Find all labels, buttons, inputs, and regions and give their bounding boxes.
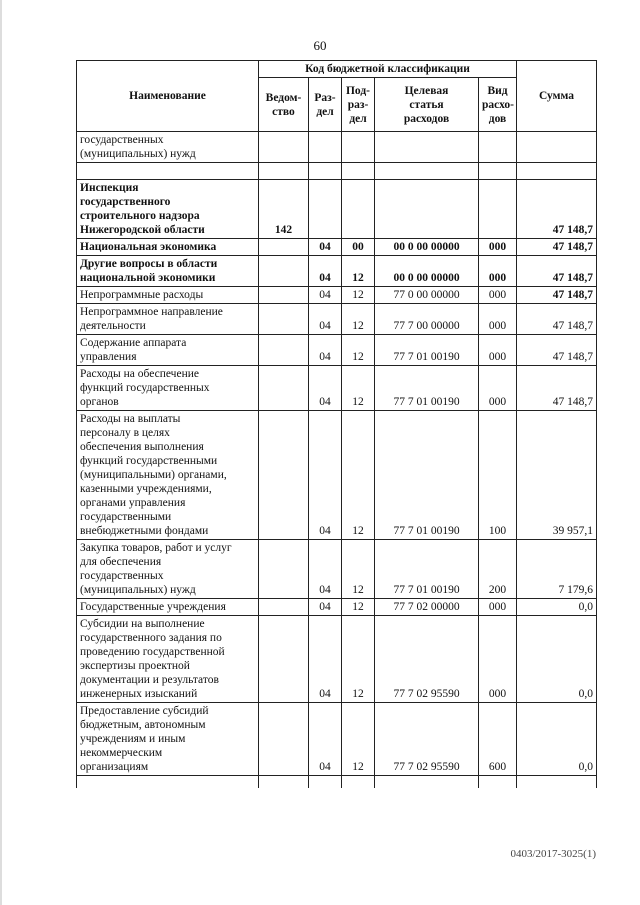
cell-podrazdel: 12	[342, 256, 375, 287]
empty-cell	[77, 776, 259, 789]
cell-razdel	[309, 132, 342, 163]
table-row	[77, 540, 597, 599]
cell-summa	[517, 132, 597, 163]
cell-summa: 47 148,7	[517, 366, 597, 411]
cell-razdel: 04	[309, 540, 342, 599]
cell-vid-rashodov: 000	[479, 256, 517, 287]
cell-vedomstvo	[259, 411, 309, 540]
cell-name: государственных (муниципальных) нужд	[77, 132, 259, 163]
cell-name: Предоставление субсидий бюджетным, автономным учреждениям и иным некоммерческим организациям	[77, 703, 259, 776]
cell-vid-rashodov: 000	[479, 599, 517, 616]
cell-vid-rashodov	[479, 132, 517, 163]
cell-name: Государственные учреждения	[77, 599, 259, 616]
table-row	[77, 366, 597, 411]
cell-name: Субсидии на выполнение государственного задания по проведению государственной экспертизы проектной документации и результатов инженерных изысканий	[77, 616, 259, 703]
cell-razdel: 04	[309, 256, 342, 287]
cell-celevaya-statya: 77 0 00 00000	[375, 287, 479, 304]
cell-razdel: 04	[309, 304, 342, 335]
cell-vid-rashodov	[479, 163, 517, 180]
cell-summa: 47 148,7	[517, 239, 597, 256]
cell-summa: 47 148,7	[517, 304, 597, 335]
cell-vedomstvo	[259, 287, 309, 304]
cell-vid-rashodov: 000	[479, 304, 517, 335]
cell-celevaya-statya: 77 7 01 00190	[375, 411, 479, 540]
table-row	[77, 180, 597, 239]
cell-vedomstvo: 142	[259, 180, 309, 239]
cell-podrazdel: 12	[342, 366, 375, 411]
cell-vid-rashodov: 000	[479, 616, 517, 703]
cell-vedomstvo	[259, 616, 309, 703]
cell-vedomstvo	[259, 163, 309, 180]
cell-podrazdel: 12	[342, 616, 375, 703]
empty-cell	[479, 776, 517, 789]
cell-summa: 47 148,7	[517, 335, 597, 366]
table-row	[77, 616, 597, 703]
cell-razdel	[309, 180, 342, 239]
table-row	[77, 256, 597, 287]
cell-summa: 0,0	[517, 599, 597, 616]
table-body	[77, 132, 597, 789]
table-row	[77, 132, 597, 163]
cell-vedomstvo	[259, 132, 309, 163]
table-row-stub	[77, 776, 597, 789]
cell-summa: 47 148,7	[517, 287, 597, 304]
cell-summa: 7 179,6	[517, 540, 597, 599]
cell-razdel: 04	[309, 616, 342, 703]
cell-name: Расходы на обеспечение функций государственных органов	[77, 366, 259, 411]
cell-celevaya-statya: 00 0 00 00000	[375, 239, 479, 256]
cell-celevaya-statya: 77 7 02 95590	[375, 703, 479, 776]
cell-podrazdel	[342, 132, 375, 163]
cell-podrazdel: 12	[342, 335, 375, 366]
cell-vedomstvo	[259, 599, 309, 616]
cell-celevaya-statya: 77 7 01 00190	[375, 366, 479, 411]
cell-celevaya-statya: 77 7 01 00190	[375, 335, 479, 366]
empty-cell	[259, 776, 309, 789]
cell-celevaya-statya: 77 7 02 00000	[375, 599, 479, 616]
cell-razdel	[309, 163, 342, 180]
cell-vid-rashodov: 100	[479, 411, 517, 540]
empty-cell	[342, 776, 375, 789]
cell-razdel: 04	[309, 366, 342, 411]
table-row	[77, 703, 597, 776]
cell-podrazdel: 00	[342, 239, 375, 256]
cell-vid-rashodov: 200	[479, 540, 517, 599]
cell-name: Закупка товаров, работ и услуг для обеспечения государственных (муниципальных) нужд	[77, 540, 259, 599]
cell-vedomstvo	[259, 335, 309, 366]
cell-summa: 47 148,7	[517, 256, 597, 287]
cell-vid-rashodov	[479, 180, 517, 239]
empty-cell	[375, 776, 479, 789]
header-podrazdel: Под- раз- дел	[342, 78, 375, 132]
cell-name: Непрограммные расходы	[77, 287, 259, 304]
cell-celevaya-statya: 77 7 01 00190	[375, 540, 479, 599]
cell-vedomstvo	[259, 239, 309, 256]
cell-celevaya-statya	[375, 180, 479, 239]
cell-vedomstvo	[259, 366, 309, 411]
cell-summa: 0,0	[517, 616, 597, 703]
table-row	[77, 287, 597, 304]
table-row	[77, 239, 597, 256]
cell-name: Другие вопросы в области национальной экономики	[77, 256, 259, 287]
cell-celevaya-statya: 00 0 00 00000	[375, 256, 479, 287]
table-row	[77, 411, 597, 540]
cell-podrazdel	[342, 180, 375, 239]
cell-vid-rashodov: 000	[479, 366, 517, 411]
header-name: Наименование	[77, 61, 259, 132]
header-summa: Сумма	[517, 61, 597, 132]
cell-razdel: 04	[309, 239, 342, 256]
table-row	[77, 599, 597, 616]
cell-name: Непрограммное направление деятельности	[77, 304, 259, 335]
cell-vedomstvo	[259, 703, 309, 776]
cell-podrazdel: 12	[342, 540, 375, 599]
header-vid: Вид расхо- дов	[479, 78, 517, 132]
cell-summa: 39 957,1	[517, 411, 597, 540]
cell-podrazdel: 12	[342, 411, 375, 540]
cell-name	[77, 163, 259, 180]
cell-name: Содержание аппарата управления	[77, 335, 259, 366]
cell-razdel: 04	[309, 335, 342, 366]
cell-podrazdel	[342, 163, 375, 180]
cell-summa	[517, 163, 597, 180]
cell-razdel: 04	[309, 599, 342, 616]
cell-name: Инспекция государственного строительного надзора Нижегородской области	[77, 180, 259, 239]
document-code: 0403/2017-3025(1)	[510, 848, 596, 860]
cell-summa: 0,0	[517, 703, 597, 776]
cell-podrazdel: 12	[342, 304, 375, 335]
cell-summa: 47 148,7	[517, 180, 597, 239]
header-razdel: Раз- дел	[309, 78, 342, 132]
cell-razdel: 04	[309, 411, 342, 540]
budget-table	[76, 60, 597, 788]
cell-name: Расходы на выплаты персоналу в целях обеспечения выполнения функций государственными (муниципальными) органами, казенными учреждениями, органами управления государственными внебюджетными фондами	[77, 411, 259, 540]
scan-edge	[0, 0, 2, 905]
header-code-group: Код бюджетной классификации	[259, 61, 517, 78]
header-vedomstvo: Ведом- ство	[259, 78, 309, 132]
cell-celevaya-statya	[375, 163, 479, 180]
cell-vedomstvo	[259, 540, 309, 599]
cell-podrazdel: 12	[342, 599, 375, 616]
header-celevaya: Целевая статья расходов	[375, 78, 479, 132]
empty-cell	[517, 776, 597, 789]
page-number: 60	[313, 38, 327, 53]
cell-vid-rashodov: 600	[479, 703, 517, 776]
cell-vid-rashodov: 000	[479, 287, 517, 304]
cell-podrazdel: 12	[342, 703, 375, 776]
cell-podrazdel: 12	[342, 287, 375, 304]
cell-celevaya-statya: 77 7 00 00000	[375, 304, 479, 335]
cell-razdel: 04	[309, 287, 342, 304]
cell-vid-rashodov: 000	[479, 335, 517, 366]
table-row	[77, 335, 597, 366]
cell-celevaya-statya	[375, 132, 479, 163]
cell-razdel: 04	[309, 703, 342, 776]
cell-name: Национальная экономика	[77, 239, 259, 256]
cell-vedomstvo	[259, 304, 309, 335]
cell-celevaya-statya: 77 7 02 95590	[375, 616, 479, 703]
empty-cell	[309, 776, 342, 789]
table-row	[77, 304, 597, 335]
cell-vedomstvo	[259, 256, 309, 287]
table-row	[77, 163, 597, 180]
cell-vid-rashodov: 000	[479, 239, 517, 256]
